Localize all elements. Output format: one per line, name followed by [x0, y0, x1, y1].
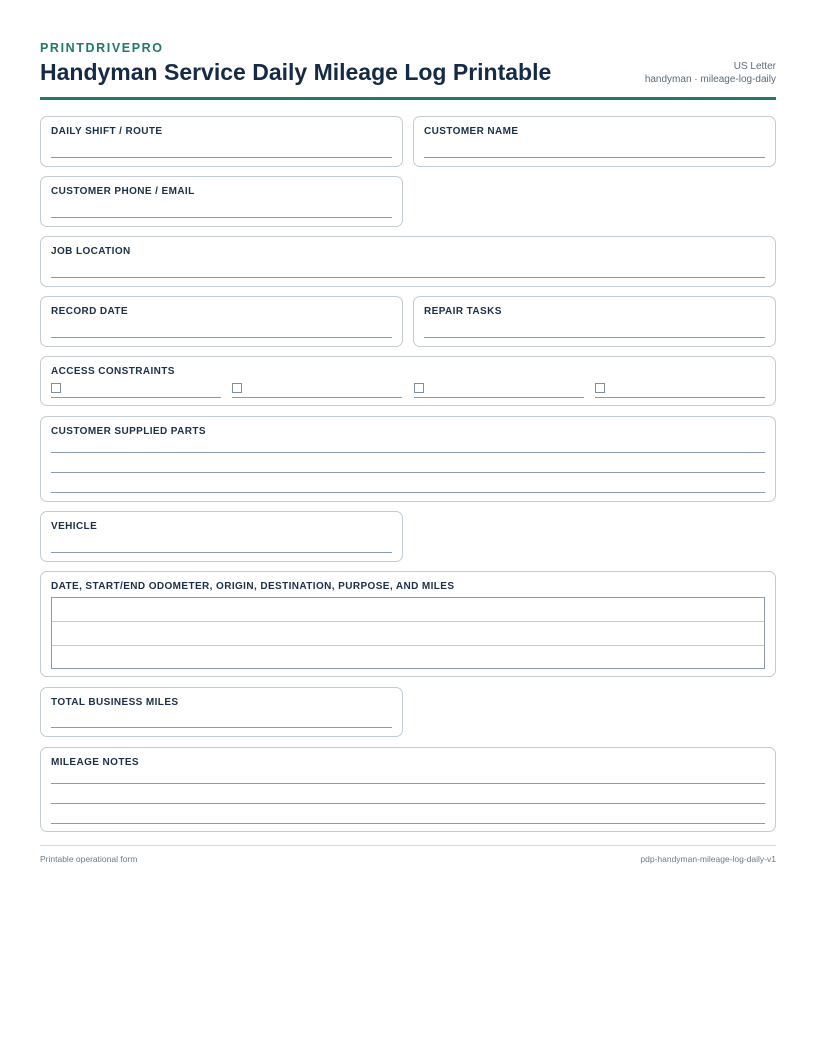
- checkbox[interactable]: [595, 383, 605, 393]
- page-title: Handyman Service Daily Mileage Log Printable: [40, 59, 552, 85]
- checkbox[interactable]: [232, 383, 242, 393]
- trip-log-label: DATE, START/END ODOMETER, ORIGIN, DESTINATION, PURPOSE, AND MILES: [51, 581, 455, 592]
- vehicle-label: VEHICLE: [51, 521, 98, 532]
- footer-note: Printable operational form: [40, 854, 138, 864]
- option-write-line[interactable]: [595, 397, 765, 398]
- access-constraints-field: [40, 356, 776, 406]
- customer-name-field: [413, 116, 776, 167]
- job-location-field: [40, 236, 776, 287]
- form-id: pdp-handyman-mileage-log-daily-v1: [640, 854, 776, 864]
- daily-shift-route-field: [40, 116, 403, 167]
- vehicle-input[interactable]: [51, 552, 392, 553]
- record-date-field: [40, 296, 403, 347]
- checkbox[interactable]: [51, 383, 61, 393]
- job-location-label: JOB LOCATION: [51, 246, 131, 257]
- option-write-line[interactable]: [232, 397, 402, 398]
- mileage-notes-field: [40, 747, 776, 832]
- customer-name-input[interactable]: [424, 157, 765, 158]
- customer-name-label: CUSTOMER NAME: [424, 126, 519, 137]
- header-divider: [40, 97, 776, 100]
- job-location-input[interactable]: [51, 277, 765, 278]
- trip-log-table: [51, 597, 765, 669]
- repair-tasks-input[interactable]: [424, 337, 765, 338]
- access-constraint-option-4[interactable]: [595, 383, 765, 399]
- option-write-line[interactable]: [51, 397, 221, 398]
- customer-supplied-parts-line-1[interactable]: [51, 452, 765, 453]
- form-category: handyman · mileage-log-daily: [644, 74, 776, 85]
- mileage-notes-line-3[interactable]: [51, 823, 765, 824]
- table-row-divider: [52, 621, 764, 622]
- total-business-miles-field: [40, 687, 403, 737]
- brand-name: PRINTDRIVEPRO: [40, 41, 164, 55]
- access-constraint-option-3[interactable]: [414, 383, 584, 399]
- daily-shift-route-input[interactable]: [51, 157, 392, 158]
- customer-supplied-parts-field: [40, 416, 776, 502]
- total-business-miles-input[interactable]: [51, 727, 392, 728]
- mileage-notes-line-1[interactable]: [51, 783, 765, 784]
- option-write-line[interactable]: [414, 397, 584, 398]
- customer-phone-email-label: CUSTOMER PHONE / EMAIL: [51, 186, 195, 197]
- access-constraint-option-2[interactable]: [232, 383, 402, 399]
- total-business-miles-label: TOTAL BUSINESS MILES: [51, 697, 179, 708]
- record-date-input[interactable]: [51, 337, 392, 338]
- record-date-label: RECORD DATE: [51, 306, 128, 317]
- checkbox[interactable]: [414, 383, 424, 393]
- trip-log-field: [40, 571, 776, 677]
- repair-tasks-field: [413, 296, 776, 347]
- document-meta: [645, 60, 776, 86]
- customer-supplied-parts-line-2[interactable]: [51, 472, 765, 473]
- mileage-notes-line-2[interactable]: [51, 803, 765, 804]
- access-constraint-option-1[interactable]: [51, 383, 221, 399]
- customer-supplied-parts-line-3[interactable]: [51, 492, 765, 493]
- access-constraints-label: ACCESS CONSTRAINTS: [51, 366, 175, 377]
- vehicle-field: [40, 511, 403, 562]
- mileage-notes-label: MILEAGE NOTES: [51, 757, 139, 768]
- table-row-divider: [52, 645, 764, 646]
- paper-size: US Letter: [733, 61, 776, 72]
- customer-phone-email-input[interactable]: [51, 217, 392, 218]
- customer-phone-email-field: [40, 176, 403, 227]
- repair-tasks-label: REPAIR TASKS: [424, 306, 502, 317]
- daily-shift-route-label: DAILY SHIFT / ROUTE: [51, 126, 163, 137]
- customer-supplied-parts-label: CUSTOMER SUPPLIED PARTS: [51, 426, 206, 437]
- footer-divider: [40, 845, 776, 846]
